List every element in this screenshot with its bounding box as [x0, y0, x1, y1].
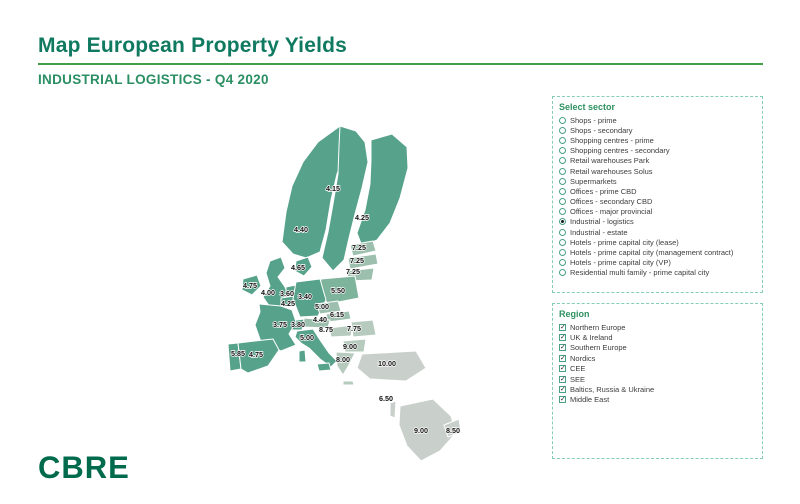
- region-option[interactable]: [559, 395, 756, 405]
- cbre-logo: CBRE: [38, 449, 130, 486]
- region-option-label: Nordics: [570, 353, 596, 363]
- radio-icon[interactable]: [559, 147, 566, 154]
- sector-option-label: Shopping centres - prime: [570, 135, 654, 145]
- yield-label: 5.85: [231, 349, 245, 358]
- yield-label: 5.50: [331, 286, 345, 295]
- sector-option-label: Supermarkets: [570, 176, 617, 186]
- region-option[interactable]: [559, 322, 756, 332]
- yield-label: 9.00: [414, 426, 428, 435]
- yield-label: 4.40: [294, 225, 308, 234]
- sector-option-label: Offices - major provincial: [570, 207, 653, 217]
- country-shape[interactable]: [343, 381, 354, 385]
- yield-label: 7.25: [346, 267, 360, 276]
- radio-icon[interactable]: [559, 127, 566, 134]
- checkbox-icon[interactable]: ✓: [560, 344, 566, 352]
- radio-icon[interactable]: [559, 178, 566, 185]
- region-option-label: Baltics, Russia & Ukraine: [570, 385, 655, 395]
- yield-label: 8.75: [319, 325, 333, 334]
- sector-option-label: Residential multi family - prime capital city: [570, 268, 710, 278]
- yield-label: 7.75: [347, 324, 361, 333]
- sector-option-label: Offices - secondary CBD: [570, 197, 653, 207]
- yield-label: 7.25: [352, 243, 366, 252]
- checkbox-icon[interactable]: ✓: [560, 334, 566, 342]
- radio-icon[interactable]: [559, 157, 566, 164]
- sector-option[interactable]: [559, 237, 756, 247]
- region-option-label: CEE: [570, 364, 586, 374]
- sector-option-label: Hotels - prime capital city (VP): [570, 258, 671, 268]
- sector-filter-panel: [552, 96, 763, 293]
- checkbox-icon[interactable]: ✓: [560, 386, 566, 394]
- yield-label: 3.80: [291, 320, 305, 329]
- sector-option[interactable]: [559, 176, 756, 186]
- sector-option-label: Shopping centres - secondary: [570, 146, 670, 156]
- radio-icon[interactable]: [559, 218, 566, 225]
- radio-icon[interactable]: [559, 168, 566, 175]
- sector-option[interactable]: [559, 146, 756, 156]
- sector-option[interactable]: [559, 197, 756, 207]
- yield-label: 4.40: [313, 315, 327, 324]
- sector-option-label: Offices - prime CBD: [570, 186, 637, 196]
- yield-label: 5.00: [315, 302, 329, 311]
- radio-icon[interactable]: [559, 188, 566, 195]
- sector-option[interactable]: [559, 125, 756, 135]
- sector-option[interactable]: [559, 156, 756, 166]
- yield-label: 4.15: [326, 184, 340, 193]
- yield-label: 4.25: [281, 299, 295, 308]
- yield-label: 4.75: [249, 350, 263, 359]
- sector-option-label: Industrial - estate: [570, 227, 628, 237]
- yield-label: 3.75: [273, 320, 287, 329]
- checkbox-icon[interactable]: ✓: [560, 375, 566, 383]
- sector-option[interactable]: [559, 207, 756, 217]
- sector-option[interactable]: [559, 186, 756, 196]
- region-option[interactable]: [559, 353, 756, 363]
- checkbox-icon[interactable]: ✓: [560, 365, 566, 373]
- yield-label: 8.50: [446, 426, 460, 435]
- sector-option[interactable]: [559, 115, 756, 125]
- region-panel-title: Region: [559, 309, 590, 319]
- sector-option[interactable]: [559, 166, 756, 176]
- yield-label: 9.00: [343, 342, 357, 351]
- region-option[interactable]: [559, 364, 756, 374]
- yield-label: 7.25: [350, 256, 364, 265]
- radio-icon[interactable]: [559, 117, 566, 124]
- checkbox-icon[interactable]: ✓: [560, 354, 566, 362]
- title-underline: [38, 63, 763, 65]
- region-option-label: Northern Europe: [570, 322, 626, 332]
- region-option[interactable]: [559, 343, 756, 353]
- sector-option-list: [559, 115, 756, 278]
- sector-option-label: Retail warehouses Park: [570, 156, 650, 166]
- radio-icon[interactable]: [559, 269, 566, 276]
- sector-option[interactable]: [559, 247, 756, 257]
- region-option-list: [559, 322, 756, 405]
- sector-option[interactable]: [559, 227, 756, 237]
- yield-label: 3.40: [298, 292, 312, 301]
- sector-option[interactable]: [559, 268, 756, 278]
- radio-icon[interactable]: [559, 198, 566, 205]
- yield-label: 4.25: [355, 213, 369, 222]
- radio-icon[interactable]: [559, 208, 566, 215]
- sector-option[interactable]: [559, 258, 756, 268]
- country-shape[interactable]: [390, 401, 396, 418]
- sector-option-label: Hotels - prime capital city (lease): [570, 237, 679, 247]
- yield-label: 4.00: [261, 288, 275, 297]
- radio-icon[interactable]: [559, 249, 566, 256]
- region-option-label: Middle East: [570, 395, 610, 405]
- radio-icon[interactable]: [559, 259, 566, 266]
- region-option[interactable]: [559, 374, 756, 384]
- yield-label: 6.50: [379, 394, 393, 403]
- sector-option-label: Shops - secondary: [570, 125, 633, 135]
- yield-label: 3.60: [280, 289, 294, 298]
- region-filter-panel: [552, 303, 763, 459]
- radio-icon[interactable]: [559, 137, 566, 144]
- yield-label: 4.65: [291, 263, 305, 272]
- sector-option[interactable]: [559, 217, 756, 227]
- checkbox-icon[interactable]: ✓: [560, 396, 566, 404]
- yield-label: 10.00: [378, 359, 396, 368]
- sector-option-label: Industrial - logistics: [570, 217, 634, 227]
- region-option-label: Southern Europe: [570, 343, 627, 353]
- region-option[interactable]: [559, 384, 756, 394]
- region-option[interactable]: [559, 332, 756, 342]
- sector-option-label: Retail warehouses Solus: [570, 166, 653, 176]
- radio-icon[interactable]: [559, 229, 566, 236]
- checkbox-icon[interactable]: ✓: [560, 323, 566, 331]
- report-subtitle: INDUSTRIAL LOGISTICS - Q4 2020: [38, 72, 269, 87]
- region-option-label: SEE: [570, 374, 586, 384]
- yield-label: 5.00: [300, 333, 314, 342]
- country-shape[interactable]: [317, 363, 331, 371]
- sector-panel-title: Select sector: [559, 102, 616, 112]
- yield-label: 6.15: [330, 310, 344, 319]
- yield-label: 4.75: [243, 281, 257, 290]
- yield-label: 8.00: [336, 355, 350, 364]
- sector-option-label: Hotels - prime capital city (management contract): [570, 248, 734, 258]
- radio-icon[interactable]: [559, 239, 566, 246]
- sector-option-label: Shops - prime: [570, 115, 617, 125]
- country-shape[interactable]: [299, 350, 306, 362]
- sector-option[interactable]: [559, 135, 756, 145]
- page-title: Map European Property Yields: [38, 34, 348, 57]
- region-option-label: UK & Ireland: [570, 333, 613, 343]
- europe-yield-map: [150, 120, 560, 490]
